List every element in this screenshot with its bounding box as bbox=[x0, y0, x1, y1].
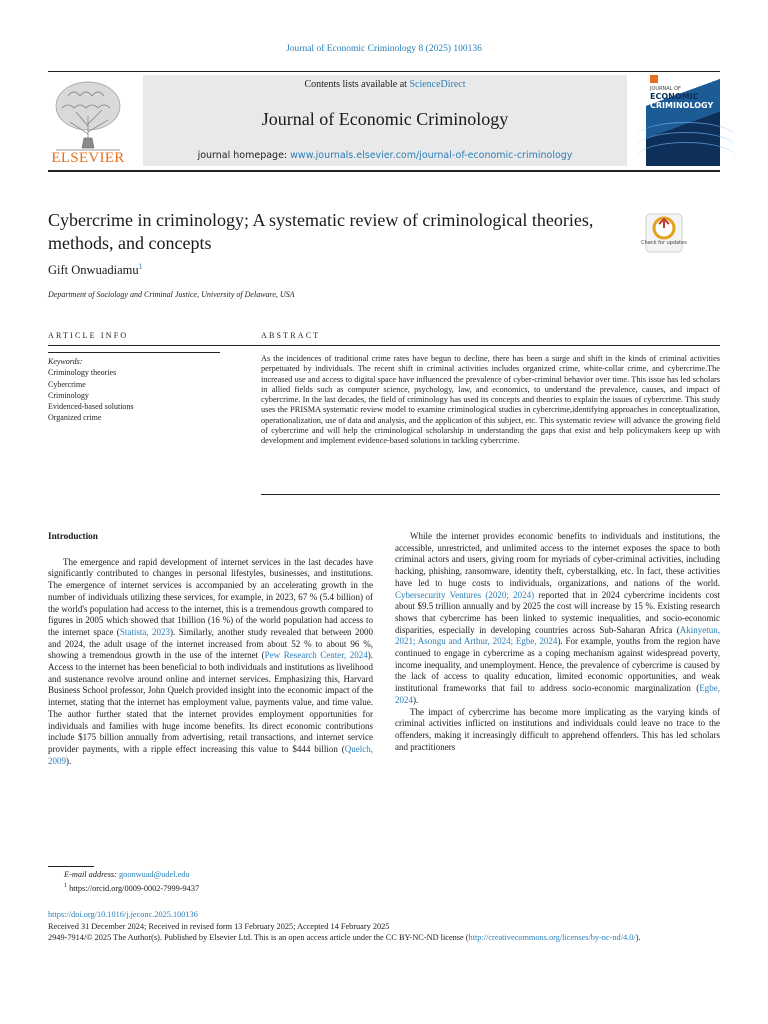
keywords-list bbox=[48, 356, 220, 424]
body-column-left bbox=[48, 531, 373, 767]
journal-cover-thumbnail[interactable] bbox=[646, 72, 720, 166]
citation-link[interactable]: Akinyetun, 2021; Asongu and Arthur, 2024; Egbe, 2024 bbox=[395, 624, 720, 647]
cover-wave-decoration bbox=[636, 142, 736, 173]
body-text: The emergence and rapid development of internet services in the last decades have significantly contributed to changes in personal lifestyles, businesses, and institutions. The emergence of internet services is accompanied by an accelerating growth in the number of individuals utilizing these services, for example, in 2023, 67 % (5.4 billion) of the world's population had access to the internet, this is a tremendous growth compared to figures in 2005 which showed that 1billion (16 %) of the world population had access to the internet space ( bbox=[48, 556, 373, 637]
license-link[interactable]: http://creativecommons.org/licenses/by-nc-nd/4.0/ bbox=[468, 933, 636, 943]
license-text-end: ). bbox=[635, 933, 641, 943]
citation-link[interactable]: Pew Research Center, 2024 bbox=[264, 650, 368, 661]
body-text: ). bbox=[413, 694, 419, 705]
cover-logo-mark bbox=[650, 75, 658, 83]
contents-prefix: Contents lists available at bbox=[304, 79, 410, 90]
body-text: reported that in 2024 cybercrime incidents cost about $9.5 trillion annually and by 2025 the cost will increase by 15 %. Existing research shows that cybercrime has been linked to systemic inequalities, and socio-economic disparities, especially in developing countries across Sub-Saharan Africa ( bbox=[395, 589, 720, 635]
received-dates: Received 31 December 2024; Received in revised form 13 February 2025; Accepted 14 February 2025 bbox=[48, 921, 390, 931]
license-text: 2949-7914/© 2025 The Author(s). Published by Elsevier Ltd. This is an open access article under the CC BY-NC-ND license ( bbox=[48, 933, 469, 943]
contents-line bbox=[143, 79, 627, 90]
homepage-label: journal homepage: bbox=[197, 150, 291, 161]
journal-homepage-link[interactable]: www.journals.elsevier.com/journal-of-economic-criminology bbox=[290, 150, 573, 161]
body-text: While the internet provides economic benefits to individuals and institutions, the accessible, unrestricted, and unlimited access to the internet exposes the space to both criminal actors and users, giving room for myriads of cyber-criminal activities, including hacking, phishing, ransomware, identity theft, cyberstalking, etc. In fact, these activities have led to huge costs to individuals, organizations, and nations of the world. bbox=[395, 531, 720, 588]
body-paragraph bbox=[395, 531, 720, 707]
author-text: Gift Onwuadiamu bbox=[48, 263, 139, 278]
citation-link[interactable]: Cybersecurity Ventures (2020; 2024) bbox=[395, 589, 535, 600]
cover-line2: ECONOMIC bbox=[650, 92, 699, 101]
body-paragraph bbox=[48, 557, 373, 768]
footnote-rule bbox=[48, 866, 94, 867]
journal-title: Journal of Economic Criminology bbox=[261, 109, 509, 129]
journal-masthead-box bbox=[143, 75, 627, 166]
sciencedirect-link[interactable]: ScienceDirect bbox=[409, 79, 466, 90]
masthead-top-rule bbox=[48, 71, 720, 72]
abstract-text: As the incidences of traditional crime rates have begun to decline, there has been a surge and shift in the kinds of criminal activities perpetuated by individuals. The recent shift in criminal activities includes organized crime, white-collar crime, and cybercrime.The increased use and access to digital space have influenced the prevalence of cyber-criminal behavior over time. This issue has led scholars in allied fields such as computer science, psychology, law, and economics, to understand the prevalence, causes, and impact of cybercrime. In the last decades, the field of criminology has used its concepts and theories to explain the issues of cybercrime. This study uses the PRISMA systematic review model to examine criminological studies in cybercrime,identifying approaches in conceptualization, operationalization, use of data and analysis, and the application of this subject, etc. This systematic review will advance the growing field of cybercrime and will help the criminological scholarship in understanding the gaps that exist and help policymakers keep up with development and implement evidence-based solutions in tackling cybercrime. bbox=[261, 354, 720, 446]
abstract-bottom-rule bbox=[261, 494, 720, 495]
keyword-item: Criminology theories bbox=[48, 368, 117, 378]
keyword-item: Organized crime bbox=[48, 413, 102, 423]
info-top-rule bbox=[48, 345, 720, 346]
elsevier-wordmark: ELSEVIER bbox=[51, 150, 125, 166]
citation-link[interactable]: Egbe, 2024 bbox=[395, 683, 720, 705]
license-statement bbox=[48, 932, 720, 944]
body-paragraph: The impact of cybercrime has become more implicating as the varying kinds of criminal activities inflicted on institutions and individuals could leave no trace to the offenders, making it increasingly difficult to apprehend offenders. This has led scholars and practitioners bbox=[395, 706, 720, 752]
journal-homepage-line bbox=[143, 150, 627, 161]
article-title: Cybercrime in criminology; A systematic review of criminological theories, methods, and concepts bbox=[48, 210, 594, 253]
email-label: E-mail address: bbox=[64, 870, 117, 879]
article-info-heading: ARTICLE INFO bbox=[48, 331, 129, 340]
keywords-rule bbox=[48, 352, 220, 353]
keyword-item: Evidenced-based solutions bbox=[48, 402, 134, 412]
author-name bbox=[48, 262, 143, 278]
citation-link[interactable]: Quelch, 2009 bbox=[48, 743, 373, 766]
author-affiliation: Department of Sociology and Criminal Justice, University of Delaware, USA bbox=[48, 290, 295, 299]
cover-line1: JOURNAL OF bbox=[650, 86, 681, 92]
body-text: ). For example, youths from the region have continued to engage in cybercrime as a coping mechanism against widespread poverty, income inequality, and unemployment. Hence, the prevalence of cybercrime is caused by the lack of access to quality education, limited economic opportunities, and weak institutional frameworks that fail to address socio-economic marginalization ( bbox=[395, 636, 720, 694]
check-for-updates-icon[interactable] bbox=[641, 213, 687, 253]
masthead-bottom-rule bbox=[48, 170, 720, 172]
orcid-text: https://orcid.org/0009-0002-7999-9437 bbox=[69, 883, 200, 893]
body-text: ). Access to the internet has been beneficial to both individuals and institutions as livelihood and sustenance revolve around online and internet services. Emphasizing this, Harvard Business School professor, John Quelch provided insight into the economic impact of the internet, stating that the internet has employment value, payments value, and time value. The author further stated that the internet provides employment opportunities for individuals and families with huge income benefits. Its direct economic contributions include $175 billion annually from advertising, retail transactions, and internet service provider payments, with a ripple effect increasing this value to $444 billion ( bbox=[48, 650, 373, 754]
author-footnote-mark[interactable]: 1 bbox=[138, 262, 143, 271]
citation-link[interactable]: Statista, 2023 bbox=[119, 626, 171, 637]
doi-link[interactable]: https://doi.org/10.1016/j.jeconc.2025.100136 bbox=[48, 910, 198, 919]
cover-line3: CRIMINOLOGY bbox=[650, 101, 714, 110]
keyword-item: Criminology bbox=[48, 390, 89, 400]
email-footnote bbox=[48, 869, 199, 881]
check-updates-label: Check for updates bbox=[641, 240, 687, 246]
journal-citation-link[interactable]: Journal of Economic Criminology 8 (2025) 100136 bbox=[286, 44, 482, 54]
keyword-item: Cybercrime bbox=[48, 379, 86, 389]
body-column-right bbox=[395, 531, 720, 753]
email-link[interactable]: goonwuad@udel.edu bbox=[119, 870, 190, 879]
keywords-label: Keywords: bbox=[48, 357, 83, 366]
footnotes bbox=[48, 869, 199, 894]
section-heading-introduction: Introduction bbox=[48, 531, 98, 541]
abstract-heading: ABSTRACT bbox=[261, 331, 321, 340]
body-text: ). Similarly, another study revealed that between 2000 and 2024, the adult usage of the internet increased from about 52 % to about 96 %, showing a tremendous growth in the use of the internet ( bbox=[48, 626, 374, 661]
publication-info bbox=[48, 909, 720, 944]
body-text: ). bbox=[66, 755, 72, 766]
footnote-mark: 1 bbox=[64, 882, 67, 889]
orcid-footnote bbox=[48, 881, 199, 894]
